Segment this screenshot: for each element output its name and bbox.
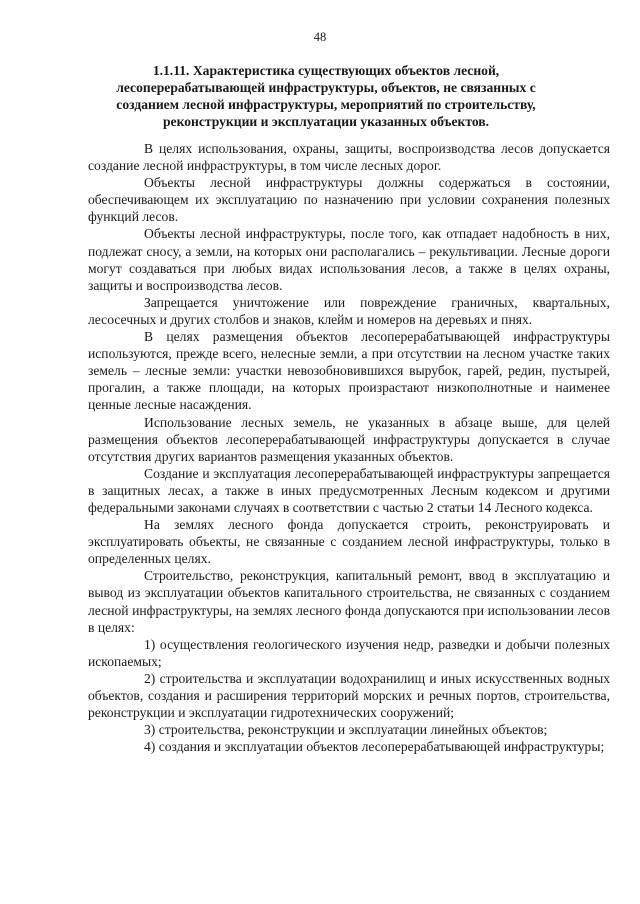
paragraph: В целях размещения объектов лесоперерабатывающей инфраструктуры используются, прежде всего, нелесные земли, а при отсутствии на лесном участке таких земель – лесные земли: участки невозобновившихся вырубок, гарей, редин, пустырей, прогалин, а также площади, на которых произрастают низкополнотные и наименее ценные лесные насаждения. (88, 329, 610, 413)
body-text (88, 140, 610, 755)
paragraph: Создание и эксплуатация лесоперерабатывающей инфраструктуры запрещается в защитных лесах, а также в иных предусмотренных Лесным кодексом и другими федеральными законами случаях в соответствии с частью 2 статьи 14 Лесного кодекса. (88, 465, 610, 515)
section-heading: 1.1.11. Характеристика существующих объектов лесной, лесоперерабатывающей инфраструктуры, объектов, не связанных с созданием лесной инфраструктуры, мероприятий по строительству, реконструкции и эксплуатации указанных объектов. (116, 63, 536, 129)
paragraph: Использование лесных земель, не указанных в абзаце выше, для целей размещения объектов лесоперерабатывающей инфраструктуры допускается в случае отсутствия других вариантов размещения указанных объектов. (88, 414, 610, 464)
list-item: 3) строительства, реконструкции и эксплуатации линейных объектов; (144, 722, 548, 738)
list-item: 2) строительства и эксплуатации водохранилищ и иных искусственных водных объектов, создания и расширения территорий морских и речных портов, строительства, реконструкции и эксплуатации гидротехнических сооружений; (88, 670, 610, 721)
paragraph: В целях использования, охраны, защиты, воспроизводства лесов допускается создание лесной инфраструктуры, в том числе лесных дорог. (88, 141, 610, 174)
page-number: 48 (313, 30, 327, 44)
list-item: 4) создания и эксплуатации объектов лесоперерабатывающей инфраструктуры; (144, 739, 605, 755)
paragraph: На землях лесного фонда допускается строить, реконструировать и эксплуатировать объекты, не связанные с созданием лесной инфраструктуры, только в определенных целях. (88, 517, 610, 567)
paragraph: Строительство, реконструкция, капитальный ремонт, ввод в эксплуатацию и вывод из эксплуатации объектов капитального строительства, не связанных с созданием лесной инфраструктуры, на землях лесного фонда допускаются при использовании лесов в целях: (88, 568, 610, 635)
paragraph: Объекты лесной инфраструктуры, после того, как отпадает надобность в них, подлежат сносу, а земли, на которых они располагались – рекультивации. Лесные дороги могут создаваться при любых видах использования лесов, а также в целях охраны, защиты и воспроизводства лесов. (88, 226, 610, 293)
paragraph: Запрещается уничтожение или повреждение граничных, квартальных, лесосечных и других столбов и знаков, клейм и номеров на деревьях и пнях. (88, 294, 610, 327)
paragraph: Объекты лесной инфраструктуры должны содержаться в состоянии, обеспечивающем их эксплуатацию по назначению при условии сохранения полезных функций лесов. (88, 175, 610, 225)
list-item: 1) осуществления геологического изучения недр, разведки и добычи полезных ископаемых; (88, 636, 610, 669)
